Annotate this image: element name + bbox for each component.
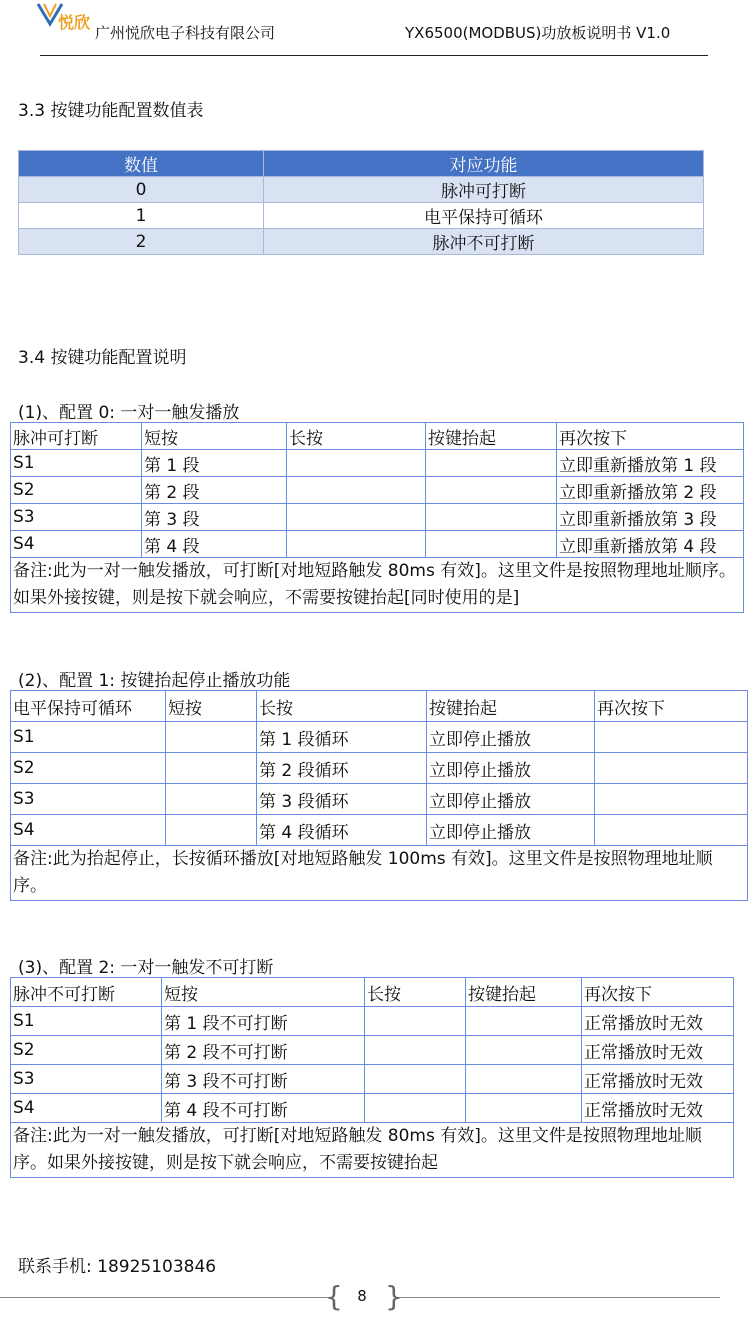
contact-phone: 联系手机: 18925103846 [18,1257,217,1277]
cell: S4 [11,815,166,846]
value-table [18,150,704,255]
cell: 立即停止播放 [427,784,595,815]
table-row [11,1036,734,1065]
cell [287,531,426,558]
cell: 立即重新播放第 4 段 [557,531,744,558]
header-cell: 对应功能 [264,151,704,177]
cell [426,477,557,504]
cell: S2 [11,477,142,504]
table-row [19,203,704,229]
page-bracket-left: { [325,1280,343,1313]
header-cell: 按键抬起 [427,691,595,722]
note-row [11,1123,734,1178]
header-cell: 再次按下 [557,423,744,450]
cell: S4 [11,531,142,558]
table-header-row [11,423,744,450]
cell [166,784,257,815]
cell: S4 [11,1094,162,1123]
cell: 立即停止播放 [427,815,595,846]
table-header-row [11,691,748,722]
cell [287,450,426,477]
cell [365,1036,466,1065]
cell: 第 2 段不可打断 [162,1036,365,1065]
table-row [11,450,744,477]
cell [466,1094,582,1123]
cell [426,450,557,477]
cell [466,1007,582,1036]
table-row [19,229,704,255]
header-cell: 脉冲不可打断 [11,978,162,1007]
cell: 第 1 段不可打断 [162,1007,365,1036]
table-row [11,1094,734,1123]
cell: S3 [11,504,142,531]
cell: 第 4 段不可打断 [162,1094,365,1123]
cell [595,753,748,784]
header-cell: 脉冲可打断 [11,423,142,450]
cell [166,722,257,753]
cell: 脉冲不可打断 [264,229,704,255]
table-header-row [19,151,704,177]
table-row [11,722,748,753]
header-cell: 长按 [257,691,427,722]
note-cell: 备注:此为抬起停止，长按循环播放[对地短路触发 100ms 有效]。这里文件是按照物理地址顺序。 [11,846,748,901]
table-row [11,784,748,815]
cell: S1 [11,722,166,753]
header-cell: 再次按下 [595,691,748,722]
cell [365,1065,466,1094]
page-number: 8 [357,1287,367,1305]
config-2-table [10,977,734,1178]
cell: 正常播放时无效 [582,1036,734,1065]
cell [287,504,426,531]
cell: 立即停止播放 [427,753,595,784]
config-2-title: (3)、配置 2: 一对一触发不可打断 [18,958,274,978]
page-bracket-right: } [385,1280,403,1313]
cell: 第 1 段循环 [257,722,427,753]
config-0-title: (1)、配置 0: 一对一触发播放 [18,403,240,423]
header-cell: 长按 [287,423,426,450]
cell [595,815,748,846]
cell: 立即停止播放 [427,722,595,753]
cell [426,504,557,531]
table-row [11,1065,734,1094]
section-3-4-title: 3.4 按键功能配置说明 [18,348,187,368]
cell: 立即重新播放第 1 段 [557,450,744,477]
cell: 电平保持可循环 [264,203,704,229]
table-row [11,504,744,531]
document-title: YX6500(MODBUS)功放板说明书 V1.0 [405,24,671,42]
table-row [19,177,704,203]
header-cell: 数值 [19,151,264,177]
header-cell: 按键抬起 [426,423,557,450]
cell [466,1065,582,1094]
cell: 正常播放时无效 [582,1007,734,1036]
section-3-3-title: 3.3 按键功能配置数值表 [18,101,204,121]
header-cell: 电平保持可循环 [11,691,166,722]
cell: S3 [11,1065,162,1094]
note-row [11,558,744,613]
cell: S2 [11,1036,162,1065]
cell: 1 [19,203,264,229]
cell [166,753,257,784]
footer-line-right [395,1297,720,1298]
header-cell: 按键抬起 [466,978,582,1007]
cell: 第 2 段循环 [257,753,427,784]
table-row [11,1007,734,1036]
company-logo [36,2,96,38]
table-header-row [11,978,734,1007]
note-cell: 备注:此为一对一触发播放，可打断[对地短路触发 80ms 有效]。这里文件是按照物理地址顺序。如果外接按键，则是按下就会响应，不需要按键抬起[同时使用的是] [11,558,744,613]
cell: S2 [11,753,166,784]
header-cell: 长按 [365,978,466,1007]
table-row [11,753,748,784]
footer-line-left [0,1297,330,1298]
cell [466,1036,582,1065]
header-divider [40,55,708,56]
cell: 正常播放时无效 [582,1065,734,1094]
cell: 第 3 段 [142,504,287,531]
table-row [11,531,744,558]
cell: S1 [11,450,142,477]
header-cell: 短按 [166,691,257,722]
cell: 2 [19,229,264,255]
cell: 立即重新播放第 3 段 [557,504,744,531]
cell: 第 3 段不可打断 [162,1065,365,1094]
cell [426,531,557,558]
cell: 脉冲可打断 [264,177,704,203]
cell [595,722,748,753]
cell [166,815,257,846]
cell: 第 2 段 [142,477,287,504]
header-cell: 短按 [162,978,365,1007]
note-cell: 备注:此为一对一触发播放，可打断[对地短路触发 80ms 有效]。这里文件是按照物理地址顺序。如果外接按键，则是按下就会响应，不需要按键抬起 [11,1123,734,1178]
header-cell: 再次按下 [582,978,734,1007]
cell: 第 1 段 [142,450,287,477]
cell [365,1094,466,1123]
table-row [11,815,748,846]
cell [287,477,426,504]
cell: 0 [19,177,264,203]
company-name: 广州悦欣电子科技有限公司 [95,24,276,42]
config-1-table [10,690,748,901]
cell [595,784,748,815]
table-row [11,477,744,504]
cell: S1 [11,1007,162,1036]
note-row [11,846,748,901]
cell: 第 4 段 [142,531,287,558]
cell: 正常播放时无效 [582,1094,734,1123]
config-1-title: (2)、配置 1: 按键抬起停止播放功能 [18,671,291,691]
cell: S3 [11,784,166,815]
cell [365,1007,466,1036]
header-cell: 短按 [142,423,287,450]
cell: 第 4 段循环 [257,815,427,846]
logo-text: 悦欣 [58,13,91,32]
cell: 第 3 段循环 [257,784,427,815]
config-0-table [10,422,744,613]
cell: 立即重新播放第 2 段 [557,477,744,504]
